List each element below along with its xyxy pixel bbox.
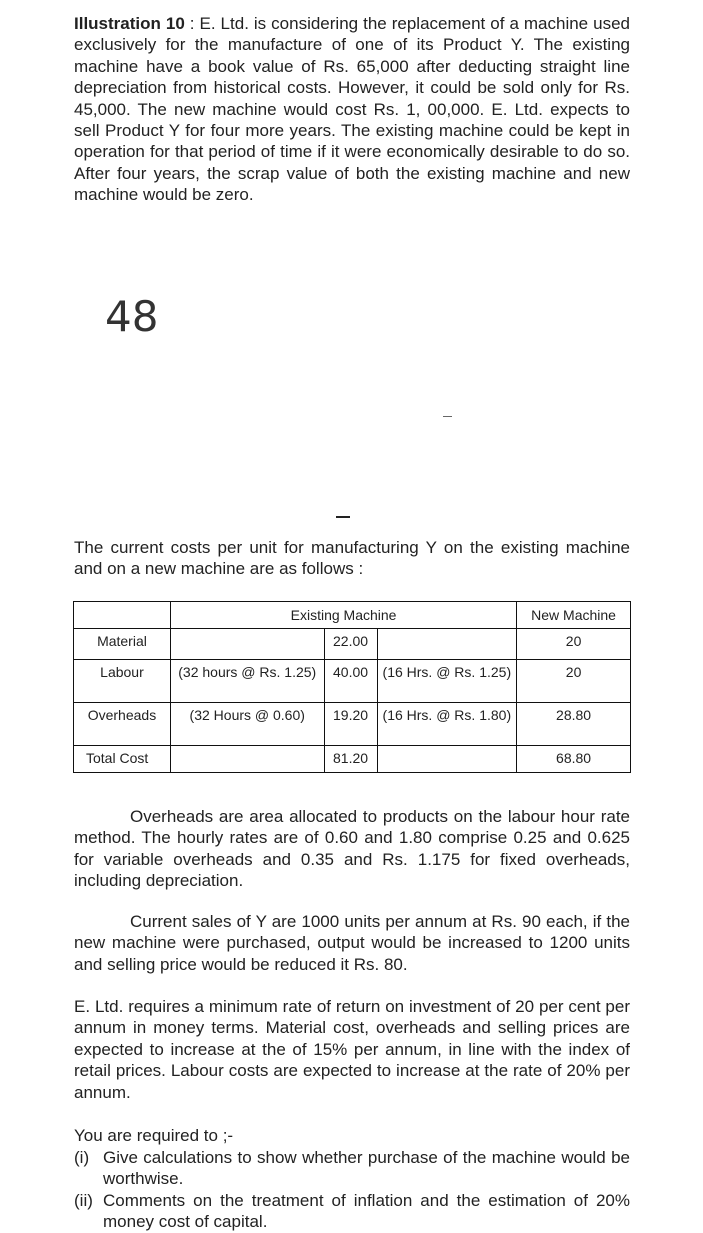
new-value: 68.80 xyxy=(517,746,631,773)
table-header-empty xyxy=(74,602,171,629)
required-intro: You are required to ;- xyxy=(74,1126,234,1145)
table-row xyxy=(74,746,631,773)
existing-value: 40.00 xyxy=(324,660,377,703)
row-label: Material xyxy=(74,629,171,660)
new-value: 20 xyxy=(517,629,631,660)
table-row xyxy=(74,629,631,660)
table-row xyxy=(74,660,631,703)
scan-mark xyxy=(336,516,350,518)
new-value: 28.80 xyxy=(517,703,631,746)
item-text: Comments on the treatment of inflation and the estimation of 20% money cost of capital. xyxy=(103,1190,630,1232)
header-new-machine: New Machine xyxy=(517,602,631,629)
table-header-row xyxy=(74,602,631,629)
return-paragraph: E. Ltd. requires a minimum rate of return on investment of 20 per cent per annum in money terms. Material cost, overheads and selling prices are expected to increase at the of 15% per annum, in line with the index of retail prices. Labour costs are expected to increase at the rate of 20% per annum. xyxy=(74,997,630,1102)
row-label: Overheads xyxy=(74,703,171,746)
new-basis: (16 Hrs. @ Rs. 1.80) xyxy=(377,703,517,746)
row-label: Labour xyxy=(74,660,171,703)
existing-basis xyxy=(170,629,324,660)
existing-basis xyxy=(170,746,324,773)
new-basis xyxy=(377,746,517,773)
row-label: Total Cost xyxy=(74,746,171,773)
new-basis xyxy=(377,629,517,660)
header-existing-machine: Existing Machine xyxy=(170,602,516,629)
table-row xyxy=(74,703,631,746)
new-basis: (16 Hrs. @ Rs. 1.25) xyxy=(377,660,517,703)
existing-value: 22.00 xyxy=(324,629,377,660)
overheads-paragraph: Overheads are area allocated to products on the labour hour rate method. The hourly rates are of 0.60 and 1.80 comprise 0.25 and 0.625 for variable overheads and 0.35 and Rs. 1.175 for fixed overheads, including depreciation. xyxy=(74,807,630,891)
list-item xyxy=(74,1190,630,1233)
cost-table xyxy=(73,601,631,773)
new-value: 20 xyxy=(517,660,631,703)
existing-value: 19.20 xyxy=(324,703,377,746)
illustration-label: Illustration 10 xyxy=(74,14,185,33)
existing-basis: (32 hours @ Rs. 1.25) xyxy=(170,660,324,703)
sales-paragraph: Current sales of Y are 1000 units per annum at Rs. 90 each, if the new machine were purchased, output would be increased to 1200 units and selling price would be reduced it Rs. 80. xyxy=(74,912,630,974)
item-text: Give calculations to show whether purchase of the machine would be worthwise. xyxy=(103,1148,630,1189)
costs-intro: The current costs per unit for manufacturing Y on the existing machine and on a new machine are as follows : xyxy=(74,538,630,579)
existing-value: 81.20 xyxy=(324,746,377,773)
requirements-list xyxy=(74,1147,630,1233)
item-number: (i) xyxy=(74,1148,90,1167)
page-number: 48 xyxy=(105,292,159,341)
existing-basis: (32 Hours @ 0.60) xyxy=(170,703,324,746)
scan-mark xyxy=(443,416,452,417)
item-number: (ii) xyxy=(74,1190,93,1210)
illustration-paragraph xyxy=(74,13,630,206)
list-item xyxy=(74,1147,630,1190)
illustration-text: : E. Ltd. is considering the replacement of a machine used exclusively for the manufacture of one of its Product Y. The existing machine have a book value of Rs. 65,000 after deducting straight line depreciation from historical costs. However, it could be sold only for Rs. 45,000. The new machine would cost Rs. 1, 00,000. E. Ltd. expects to sell Product Y for four more years. The existing machine could be kept in operation for that period of time if it were economically desirable to do so. After four years, the scrap value of both the existing machine and new machine would be zero. xyxy=(74,14,630,205)
